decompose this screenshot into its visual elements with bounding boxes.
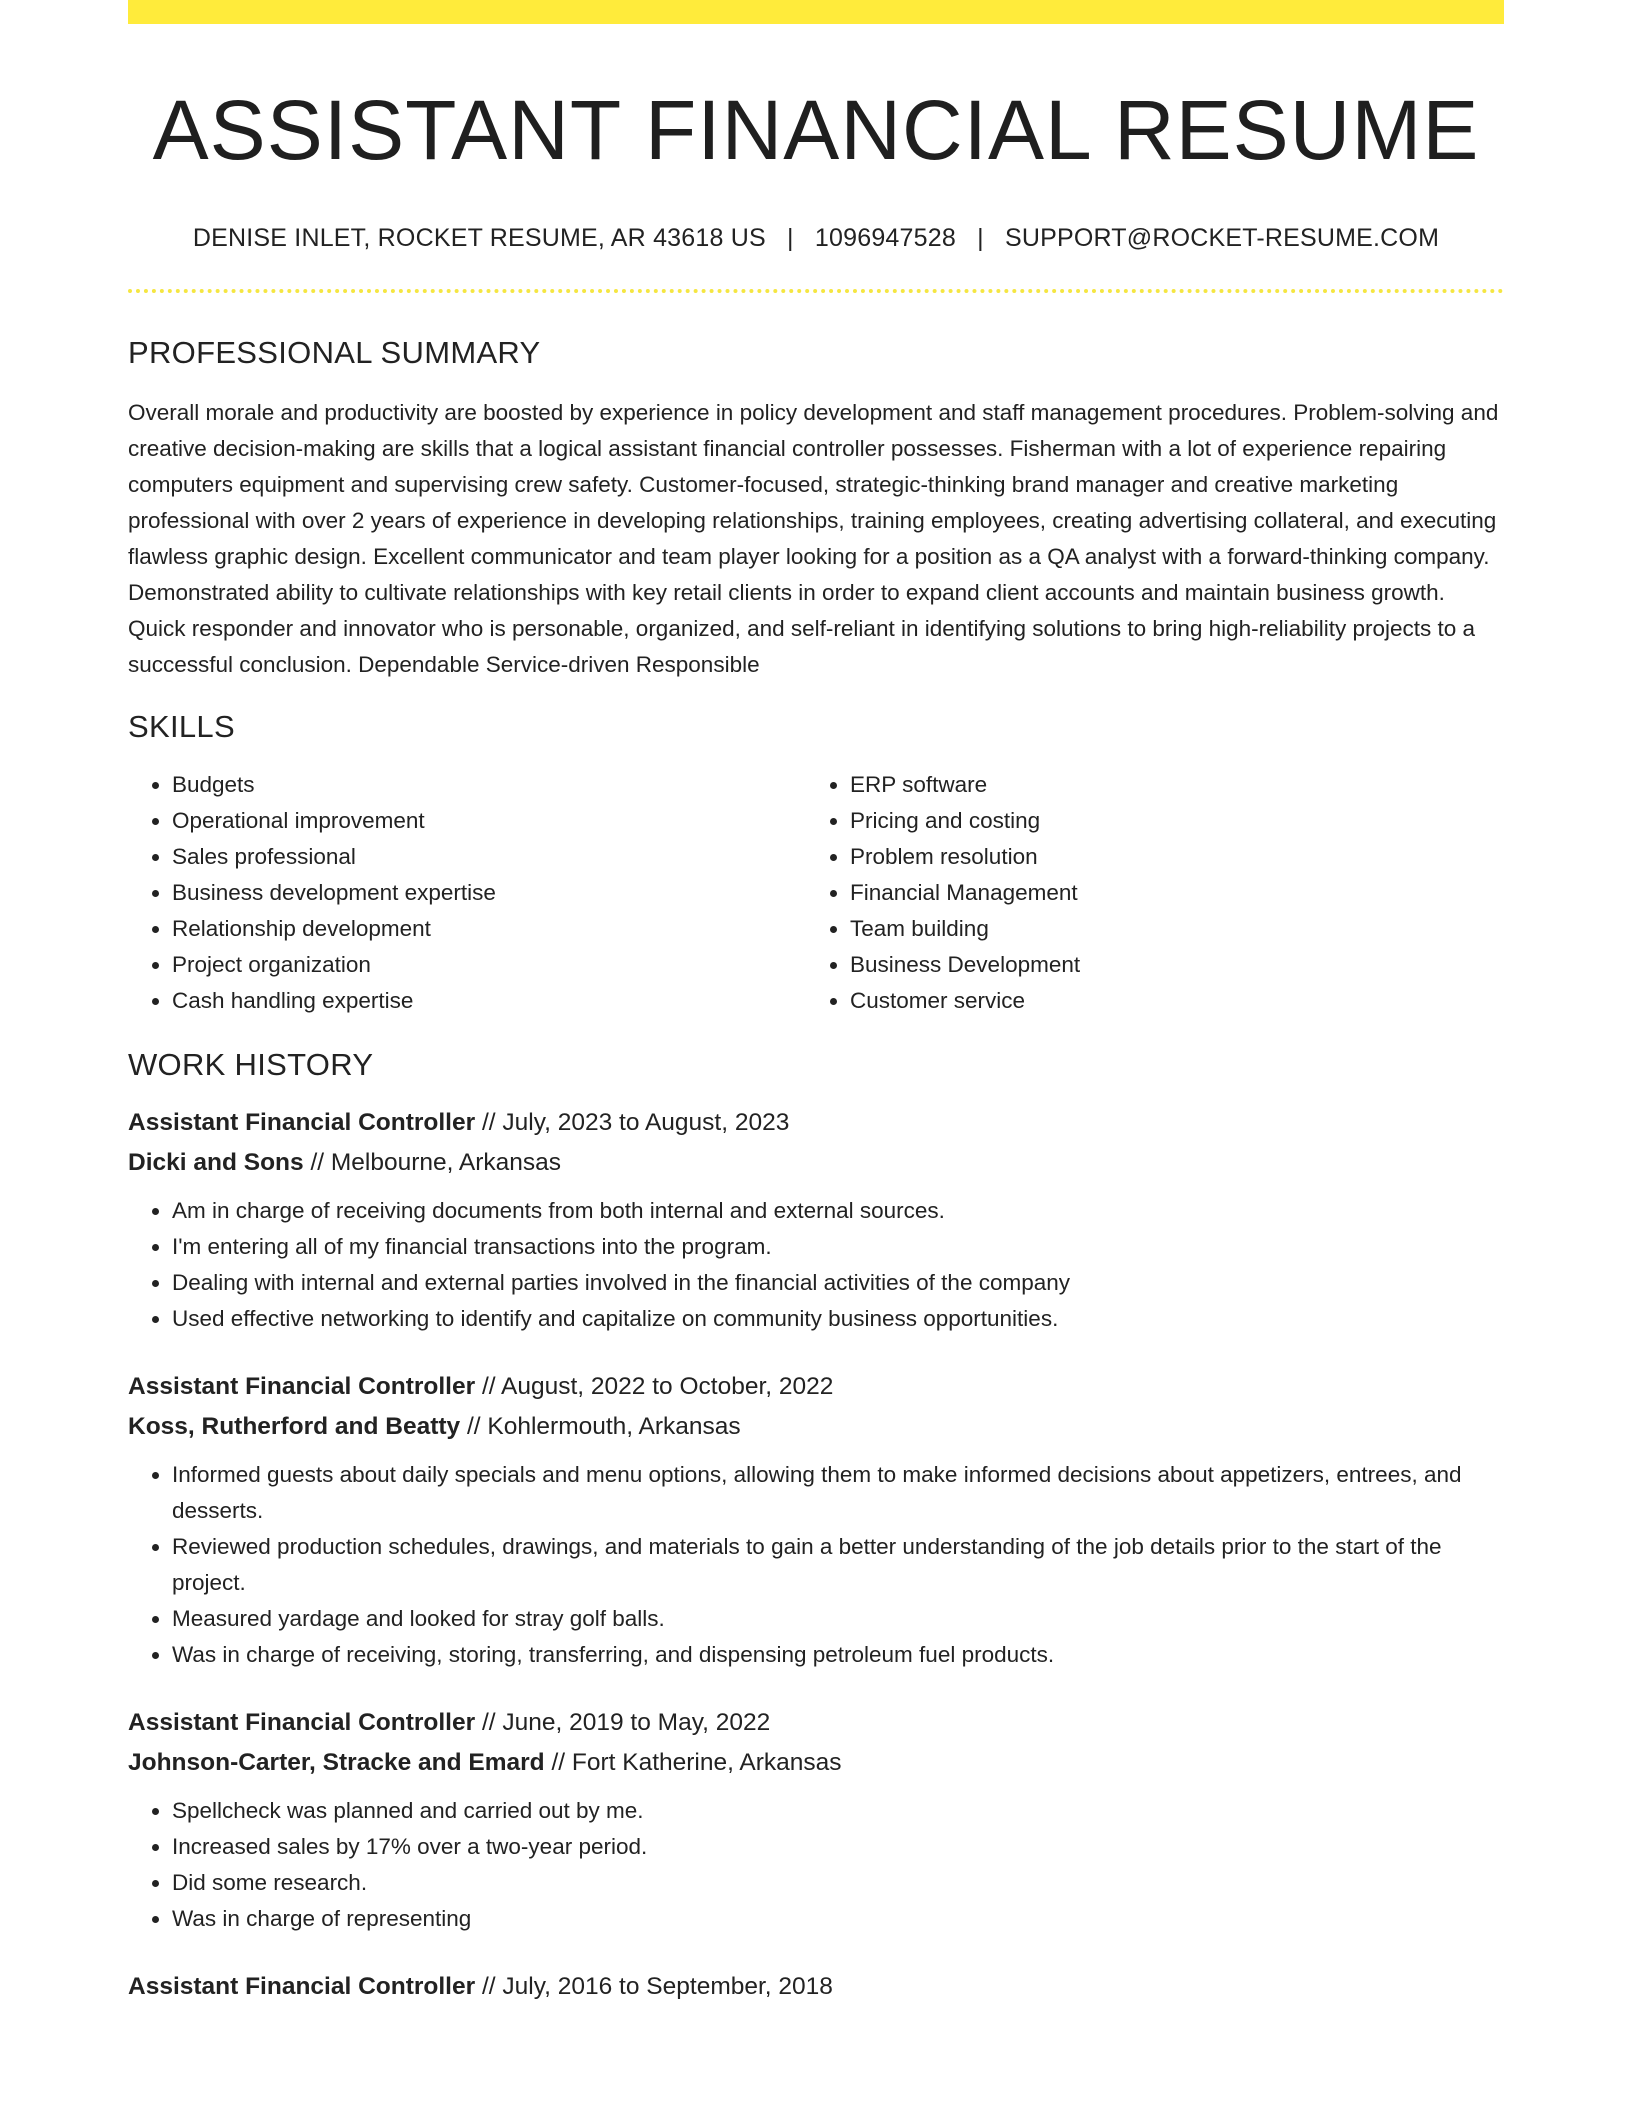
job-entry <box>128 1967 1504 2007</box>
job-location: // Fort Katherine, Arkansas <box>544 1749 842 1777</box>
skill-item: • Business development expertise <box>172 875 806 911</box>
job-dates: // August, 2022 to October, 2022 <box>475 1373 834 1401</box>
resume-title: ASSISTANT FINANCIAL RESUME <box>152 83 1480 177</box>
job-bullet: • Measured yardage and looked for stray golf balls. <box>172 1601 1504 1637</box>
contact-address: DENISE INLET, ROCKET RESUME, AR 43618 US <box>192 224 766 253</box>
job-title-line <box>128 1103 1504 1143</box>
skill-item: • Team building <box>850 911 1484 947</box>
job-location: // Kohlermouth, Arkansas <box>460 1413 741 1441</box>
job-title-line <box>128 1967 1504 2007</box>
job-bullet: • Spellcheck was planned and carried out by me. <box>172 1793 1504 1829</box>
skill-item: • Project organization <box>172 947 806 983</box>
dotted-divider <box>128 289 1504 293</box>
resume-page <box>128 0 1504 2007</box>
job-dates: // June, 2019 to May, 2022 <box>475 1709 771 1737</box>
job-entry <box>128 1703 1504 1937</box>
job-dates: // July, 2016 to September, 2018 <box>475 1973 833 2001</box>
contact-line <box>128 224 1504 253</box>
skill-item: • Relationship development <box>172 911 806 947</box>
job-entry <box>128 1103 1504 1337</box>
skill-item: • Business Development <box>850 947 1484 983</box>
skills-list <box>128 767 1504 1019</box>
job-bullets <box>128 1193 1504 1337</box>
job-company-line <box>128 1407 1504 1447</box>
skill-item: • ERP software <box>850 767 1484 803</box>
job-bullet: • Was in charge of representing <box>172 1901 1504 1937</box>
job-title: Assistant Financial Controller <box>128 1373 476 1401</box>
job-dates: // July, 2023 to August, 2023 <box>475 1109 790 1137</box>
skill-item: • Problem resolution <box>850 839 1484 875</box>
summary-text: Overall morale and productivity are boosted by experience in policy development and staff management procedures. Problem-solving and creative decision-making are skills that a logical assistant financial controller possesses. Fisherman with a lot of experience repairing computers equipment and supervising crew safety. Customer-focused, strategic-thinking brand manager and creative marketing professional with over 2 years of experience in developing relationships, training employees, creating advertising collateral, and executing flawless graphic design. Excellent communicator and team player looking for a position as a QA analyst with a forward-thinking company. Demonstrated ability to cultivate relationships with key retail clients in order to expand client accounts and maintain business growth. Quick responder and innovator who is personable, organized, and self-reliant in identifying solutions to bring high-reliability projects to a successful conclusion. Dependable Service-driven Responsible <box>128 400 1499 678</box>
job-title-line <box>128 1703 1504 1743</box>
summary-heading: PROFESSIONAL SUMMARY <box>128 335 541 371</box>
contact-phone: 1096947528 <box>814 224 956 253</box>
skill-item: • Sales professional <box>172 839 806 875</box>
job-company: Dicki and Sons <box>128 1149 304 1177</box>
job-bullet: • I'm entering all of my financial transactions into the program. <box>172 1229 1504 1265</box>
job-company-line <box>128 1743 1504 1783</box>
job-title: Assistant Financial Controller <box>128 1109 476 1137</box>
contact-separator: | <box>977 224 984 253</box>
skill-item: • Budgets <box>172 767 806 803</box>
skills-column-right <box>806 767 1484 1019</box>
job-bullet: • Did some research. <box>172 1865 1504 1901</box>
work-history-heading: WORK HISTORY <box>128 1047 374 1083</box>
job-bullet: • Dealing with internal and external parties involved in the financial activities of the company <box>172 1265 1504 1301</box>
job-title-line <box>128 1367 1504 1407</box>
contact-email: SUPPORT@ROCKET-RESUME.COM <box>1004 224 1440 253</box>
skill-item: • Pricing and costing <box>850 803 1484 839</box>
job-title: Assistant Financial Controller <box>128 1973 476 2001</box>
job-location: // Melbourne, Arkansas <box>303 1149 562 1177</box>
skill-item: • Financial Management <box>850 875 1484 911</box>
job-company: Koss, Rutherford and Beatty <box>128 1413 461 1441</box>
skill-item: • Cash handling expertise <box>172 983 806 1019</box>
job-bullets <box>128 1793 1504 1937</box>
job-bullet: • Reviewed production schedules, drawings, and materials to gain a better understanding of the job details prior to the start of the project. <box>172 1529 1504 1601</box>
job-bullet: • Increased sales by 17% over a two-year period. <box>172 1829 1504 1865</box>
job-bullet: • Was in charge of receiving, storing, transferring, and dispensing petroleum fuel products. <box>172 1637 1504 1673</box>
job-bullet: • Informed guests about daily specials and menu options, allowing them to make informed decisions about appetizers, entrees, and desserts. <box>172 1457 1504 1529</box>
job-company: Johnson-Carter, Stracke and Emard <box>128 1749 545 1777</box>
skills-column-left <box>128 767 806 1019</box>
job-entry <box>128 1367 1504 1673</box>
job-title: Assistant Financial Controller <box>128 1709 476 1737</box>
skill-item: • Operational improvement <box>172 803 806 839</box>
job-company-line <box>128 1143 1504 1183</box>
job-bullets <box>128 1457 1504 1673</box>
skills-heading: SKILLS <box>128 709 235 745</box>
skill-item: • Customer service <box>850 983 1484 1019</box>
job-bullet: • Used effective networking to identify and capitalize on community business opportunities. <box>172 1301 1504 1337</box>
job-bullet: • Am in charge of receiving documents from both internal and external sources. <box>172 1193 1504 1229</box>
accent-top-bar <box>128 0 1504 24</box>
contact-separator: | <box>787 224 794 253</box>
